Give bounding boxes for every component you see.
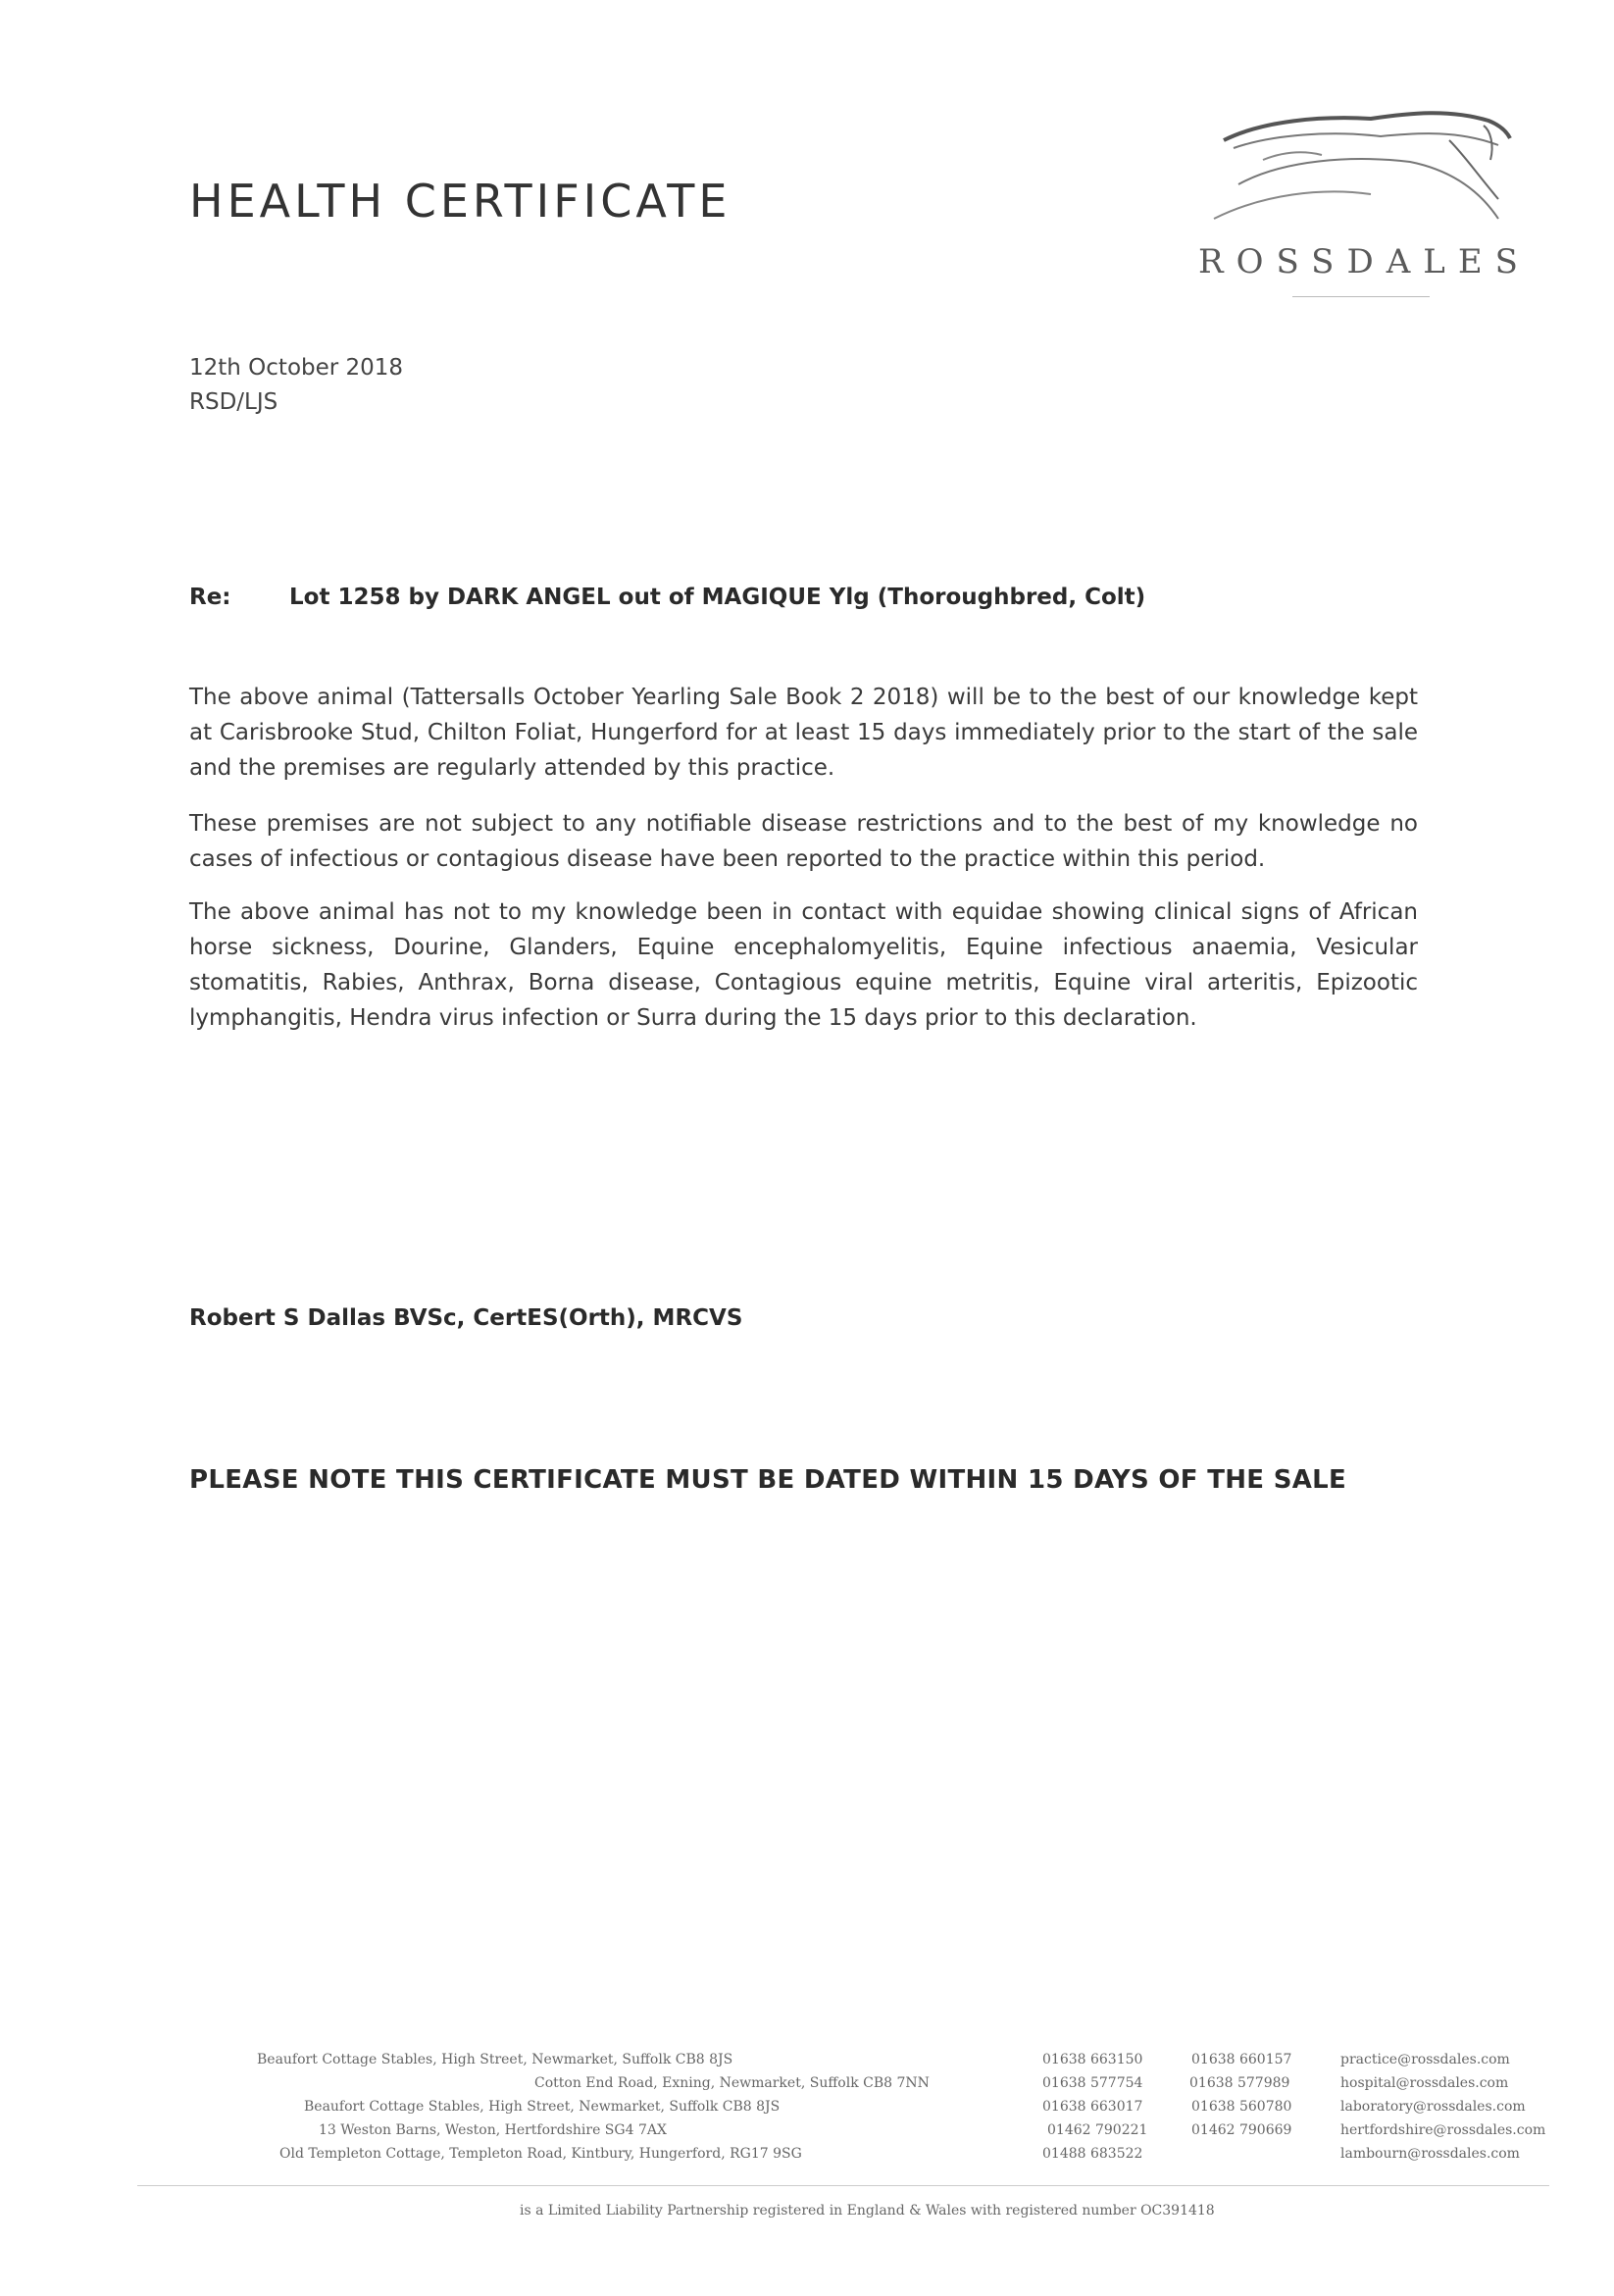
brand-divider bbox=[1292, 296, 1430, 297]
body-paragraph-3: The above animal has not to my knowledge been in contact with equidae showing clinical signs of African horse sickness, Dourine, Glanders, Equine encephalomyelitis, Equine infectious anaemia, Vesicular stomatitis, Rabies, Anthrax, Borna disease, Contagious equine metritis, Equine viral arteritis, Epizootic lymphangitis, Hendra virus infection or Surra during the 15 days prior to this declaration. bbox=[189, 899, 1418, 1031]
office-address: 13 Weston Barns, Weston, Hertfordshire SG4 7AX bbox=[319, 2122, 667, 2138]
office-telephone: 01638 577754 bbox=[1042, 2075, 1143, 2091]
office-email: practice@rossdales.com bbox=[1340, 2052, 1510, 2067]
body-paragraph-1: The above animal (Tattersalls October Yearling Sale Book 2 2018) will be to the best of our knowledge kept at Carisbrooke Stud, Chilton Foliat, Hungerford for at least 15 days immediately prior to the start of the sale and the premises are regularly attended by this practice. bbox=[189, 685, 1418, 781]
subject-label: Re: bbox=[189, 585, 231, 610]
office-telephone: 01488 683522 bbox=[1042, 2146, 1143, 2162]
office-address: Beaufort Cottage Stables, High Street, Newmarket, Suffolk CB8 8JS bbox=[304, 2099, 781, 2115]
office-address: Old Templeton Cottage, Templeton Road, Kintbury, Hungerford, RG17 9SG bbox=[279, 2146, 802, 2162]
office-fax: 01638 577989 bbox=[1189, 2075, 1290, 2091]
office-fax: 01462 790669 bbox=[1191, 2122, 1292, 2138]
subject-line: Lot 1258 by DARK ANGEL out of MAGIQUE Ylg (Thoroughbred, Colt) bbox=[289, 585, 1146, 610]
office-address: Beaufort Cottage Stables, High Street, Newmarket, Suffolk CB8 8JS bbox=[257, 2052, 733, 2067]
certificate-note: PLEASE NOTE THIS CERTIFICATE MUST BE DATED WITHIN 15 DAYS OF THE SALE bbox=[189, 1465, 1347, 1495]
office-email: laboratory@rossdales.com bbox=[1340, 2099, 1526, 2115]
office-email: hospital@rossdales.com bbox=[1340, 2075, 1509, 2091]
office-fax: 01638 560780 bbox=[1191, 2099, 1292, 2115]
office-address: Cotton End Road, Exning, Newmarket, Suffolk CB8 7NN bbox=[534, 2075, 930, 2091]
footer-divider bbox=[137, 2185, 1549, 2186]
office-fax: 01638 660157 bbox=[1191, 2052, 1292, 2067]
office-telephone: 01638 663150 bbox=[1042, 2052, 1143, 2067]
office-email: hertfordshire@rossdales.com bbox=[1340, 2122, 1546, 2138]
brand-wordmark: ROSSDALES bbox=[1198, 242, 1531, 281]
signatory-name: Robert S Dallas BVSc, CertES(Orth), MRCVS bbox=[189, 1305, 743, 1331]
body-paragraph-2: These premises are not subject to any notifiable disease restrictions and to the best of my knowledge no cases of infectious or contagious disease have been reported to the practice within this period. bbox=[189, 811, 1418, 872]
document-title: HEALTH CERTIFICATE bbox=[189, 175, 731, 228]
office-telephone: 01462 790221 bbox=[1047, 2122, 1148, 2138]
registration-statement: is a Limited Liability Partnership registered in England & Wales with registered number OC391418 bbox=[520, 2203, 1215, 2219]
rossdales-horse-logo-icon bbox=[1204, 101, 1518, 238]
letter-date: 12th October 2018 bbox=[189, 355, 404, 381]
office-email: lambourn@rossdales.com bbox=[1340, 2146, 1520, 2162]
letter-reference: RSD/LJS bbox=[189, 389, 278, 415]
office-telephone: 01638 663017 bbox=[1042, 2099, 1143, 2115]
